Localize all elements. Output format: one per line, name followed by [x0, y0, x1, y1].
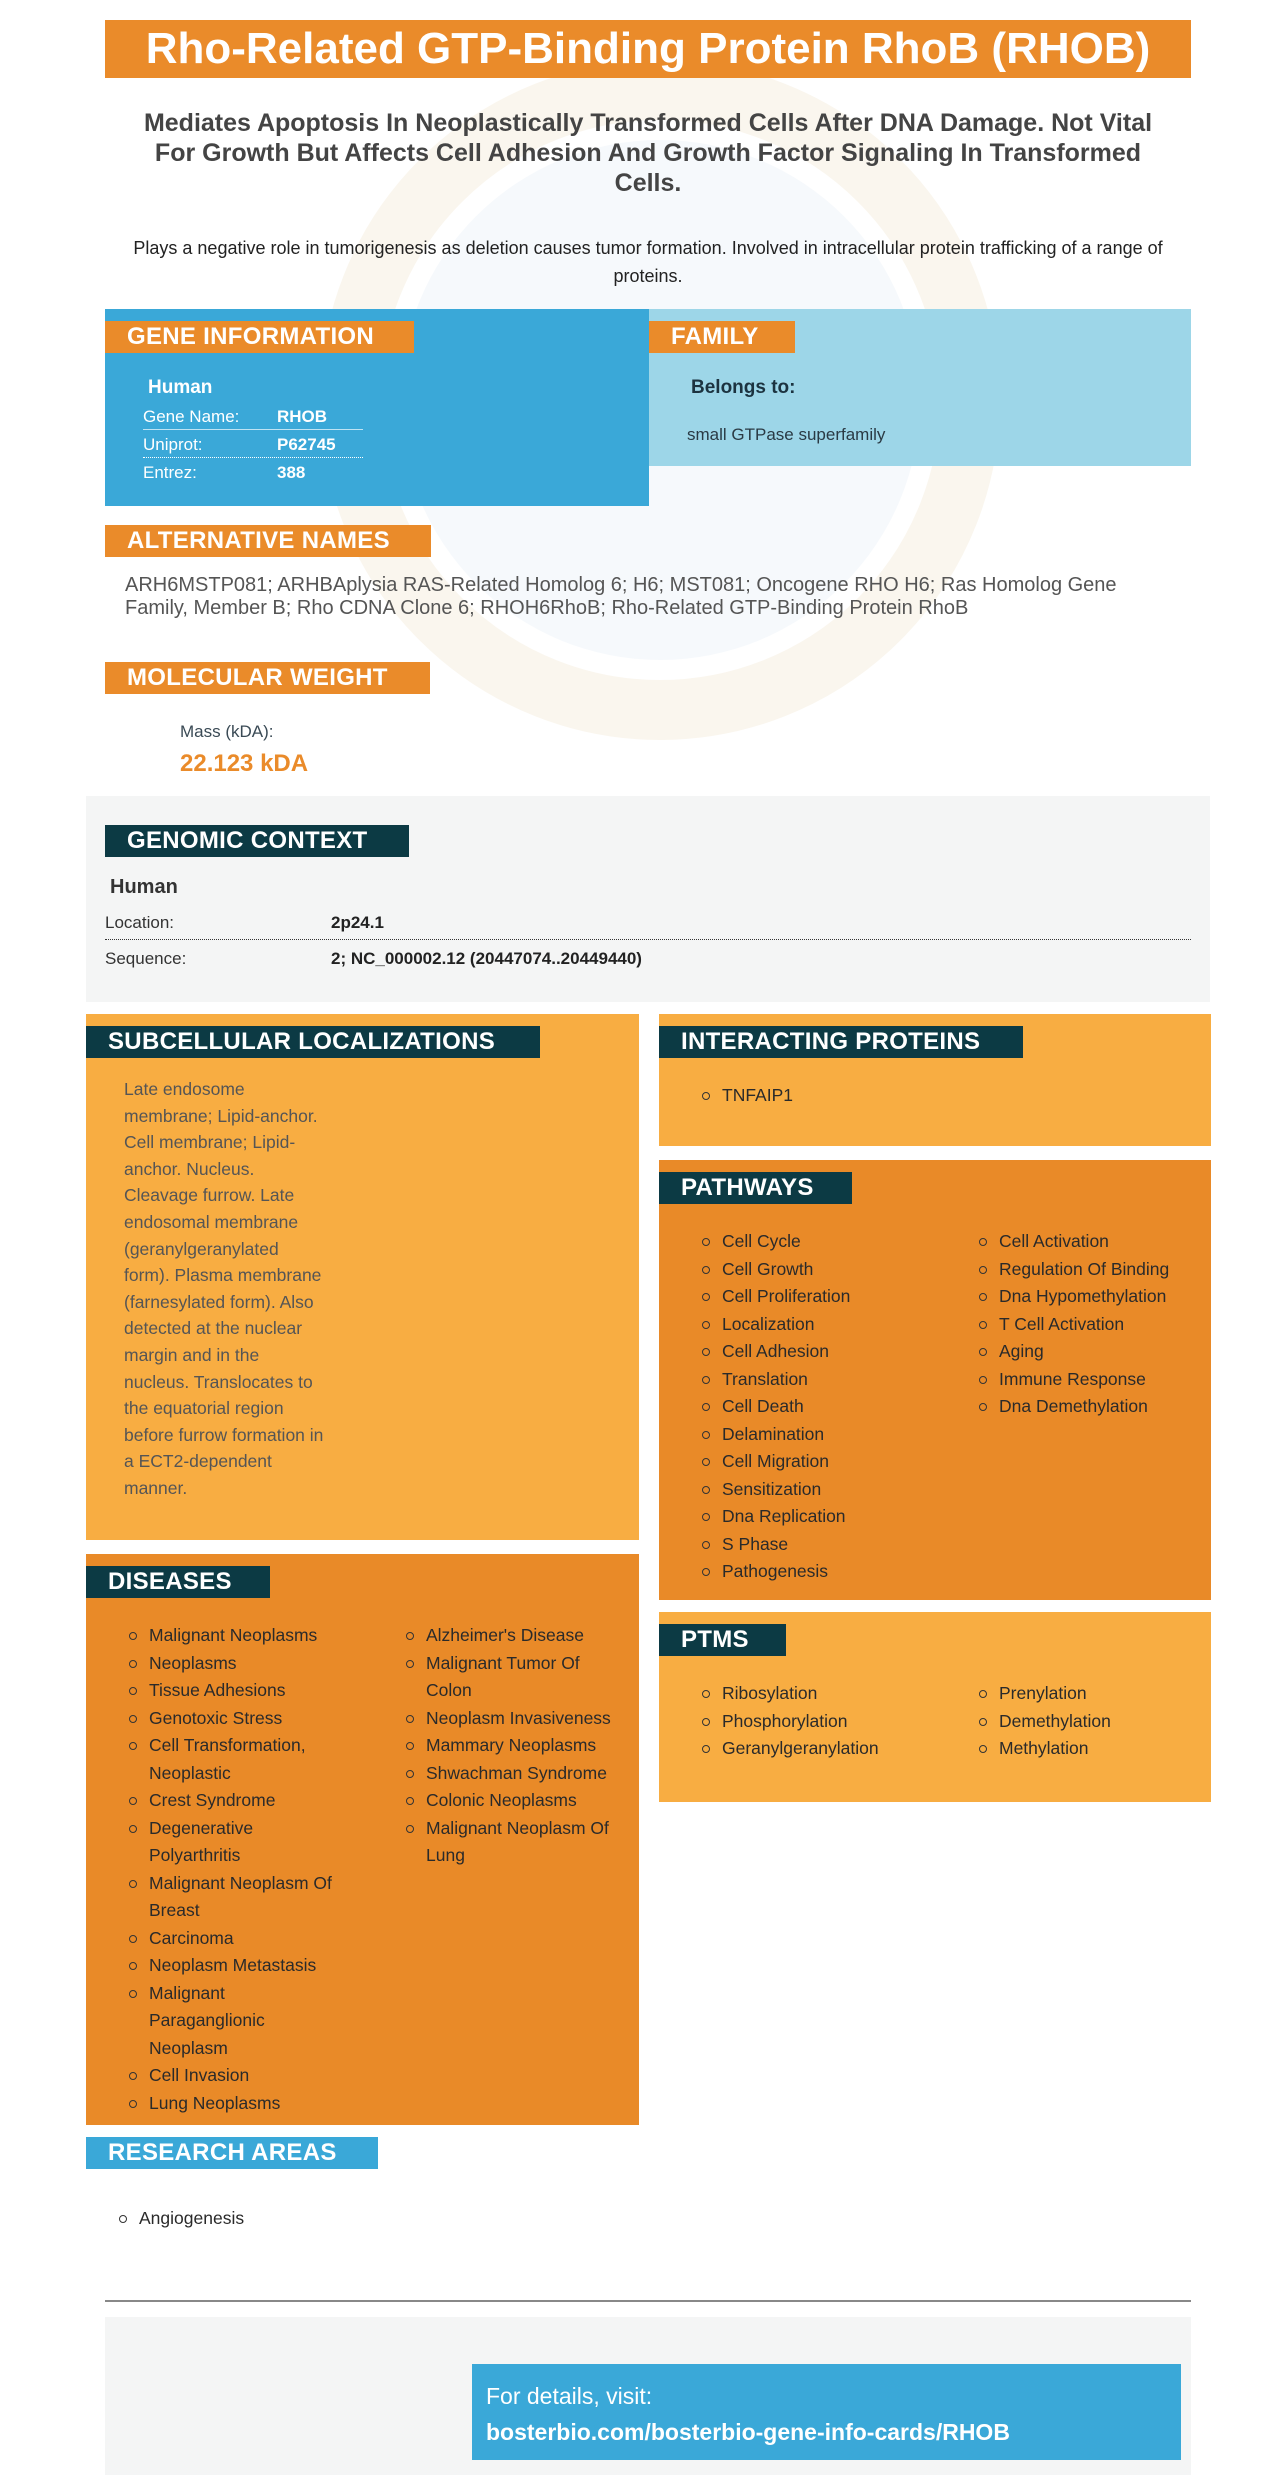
entrez-label: Entrez: — [143, 463, 197, 482]
interacting-proteins-panel — [659, 1014, 1211, 1146]
location-label: Location: — [105, 913, 174, 932]
ptms-list-col1 — [700, 1680, 879, 1763]
alternative-names-text: ARH6MSTP081; ARHBAplysia RAS-Related Homolog 6; H6; MST081; Oncogene RHO H6; Ras Homolog Gene Family, Member B; Rho CDNA Clone 6; RHOH6RhoB; Rho-Related GTP-Binding Protein RhoB — [125, 574, 1117, 619]
location-value: 2p24.1 — [331, 913, 384, 932]
list-item: Crest Syndrome — [127, 1787, 347, 1815]
diseases-list-col1 — [127, 1622, 347, 2117]
research-areas-list — [117, 2205, 244, 2233]
list-item: Pathogenesis — [700, 1558, 850, 1586]
subcellular-line: Cleavage furrow. Late — [124, 1185, 295, 1206]
page-title: Rho-Related GTP-Binding Protein RhoB (RHOB) — [105, 20, 1191, 78]
list-item: Phosphorylation — [700, 1708, 879, 1736]
family-panel — [649, 309, 1191, 466]
list-item: TNFAIP1 — [700, 1082, 793, 1110]
list-item: Tissue Adhesions — [127, 1677, 347, 1705]
subcellular-line: endosomal membrane — [124, 1211, 299, 1232]
genomic-row-divider — [105, 939, 1191, 940]
list-item: Malignant Tumor Of Colon — [404, 1650, 634, 1705]
page-subtitle: Mediates Apoptosis In Neoplastically Transformed Cells After DNA Damage. Not Vital For Growth But Affects Cell Adhesion And Growth Factor Signaling In Transformed Cells. — [143, 109, 1153, 197]
details-link-box[interactable] — [472, 2364, 1181, 2460]
list-item: Dna Hypomethylation — [977, 1283, 1169, 1311]
subcellular-line: (geranylgeranylated — [124, 1238, 279, 1259]
interacting-proteins-list — [700, 1082, 793, 1110]
list-item: Cell Growth — [700, 1256, 850, 1284]
subcellular-line: Cell membrane; Lipid- — [124, 1132, 296, 1153]
list-item: Neoplasm Metastasis — [127, 1952, 347, 1980]
subcellular-line: anchor. Nucleus. — [124, 1158, 255, 1179]
list-item: Sensitization — [700, 1476, 850, 1504]
gene-name-label: Gene Name: — [143, 407, 240, 426]
diseases-heading: DISEASES — [86, 1566, 270, 1598]
list-item: Prenylation — [977, 1680, 1111, 1708]
function-summary: Plays a negative role in tumorigenesis as deletion causes tumor formation. Involved in intracellular protein trafficking of a range of proteins. — [133, 238, 1163, 286]
list-item: Malignant Neoplasm Of Breast — [127, 1870, 347, 1925]
list-item: T Cell Activation — [977, 1311, 1169, 1339]
list-item: Cell Activation — [977, 1228, 1169, 1256]
list-item: Cell Cycle — [700, 1228, 850, 1256]
molecular-weight-heading: MOLECULAR WEIGHT — [105, 662, 430, 694]
subcellular-line: manner. — [124, 1477, 188, 1498]
list-item: Mammary Neoplasms — [404, 1732, 634, 1760]
subcellular-line: before furrow formation in — [124, 1424, 324, 1445]
list-item: Dna Demethylation — [977, 1393, 1169, 1421]
gene-information-panel — [105, 309, 649, 506]
ptms-panel — [659, 1612, 1211, 1802]
list-item: Malignant Paraganglionic Neoplasm — [127, 1980, 347, 2063]
list-item: Carcinoma — [127, 1925, 347, 1953]
list-item: Cell Adhesion — [700, 1338, 850, 1366]
list-item: Alzheimer's Disease — [404, 1622, 634, 1650]
gene-name-value: RHOB — [277, 407, 328, 426]
details-label: For details, visit: — [486, 2383, 653, 2409]
family-belongs-label: Belongs to: — [691, 377, 796, 398]
list-item: S Phase — [700, 1531, 850, 1559]
alternative-names-heading: ALTERNATIVE NAMES — [105, 525, 431, 557]
ptms-list-col2 — [977, 1680, 1111, 1763]
footer-divider — [105, 2300, 1191, 2302]
list-item: Malignant Neoplasms — [127, 1622, 347, 1650]
list-item: Immune Response — [977, 1366, 1169, 1394]
list-item: Cell Death — [700, 1393, 850, 1421]
subcellular-heading: SUBCELLULAR LOCALIZATIONS — [86, 1026, 540, 1058]
list-item: Cell Transformation, Neoplastic — [127, 1732, 347, 1787]
list-item: Shwachman Syndrome — [404, 1760, 634, 1788]
uniprot-value: P62745 — [277, 435, 336, 454]
details-url-link[interactable]: bosterbio.com/bosterbio-gene-info-cards/RHOB — [486, 2419, 1010, 2445]
family-value: small GTPase superfamily — [687, 425, 886, 444]
uniprot-label: Uniprot: — [143, 435, 203, 454]
list-item: Neoplasm Invasiveness — [404, 1705, 634, 1733]
subcellular-line: margin and in the — [124, 1344, 260, 1365]
pathways-panel — [659, 1160, 1211, 1600]
ptms-heading: PTMS — [659, 1624, 786, 1656]
subcellular-line: nucleus. Translocates to — [124, 1371, 313, 1392]
list-item: Malignant Neoplasm Of Lung — [404, 1815, 634, 1870]
list-item: Lung Neoplasms — [127, 2090, 347, 2118]
sequence-value: 2; NC_000002.12 (20447074..20449440) — [331, 949, 642, 968]
list-item: Geranylgeranylation — [700, 1735, 879, 1763]
genomic-context-heading: GENOMIC CONTEXT — [105, 825, 409, 857]
subcellular-line: Late endosome — [124, 1079, 245, 1099]
subcellular-line: a ECT2-dependent — [124, 1451, 272, 1472]
sequence-label: Sequence: — [105, 949, 187, 968]
subcellular-line: detected at the nuclear — [124, 1318, 303, 1339]
interacting-proteins-heading: INTERACTING PROTEINS — [659, 1026, 1023, 1058]
mass-label: Mass (kDA): — [180, 722, 274, 741]
subcellular-text — [124, 1076, 323, 1502]
subcellular-panel — [86, 1014, 639, 1540]
pathways-heading: PATHWAYS — [659, 1172, 852, 1204]
list-item: Aging — [977, 1338, 1169, 1366]
list-item: Degenerative Polyarthritis — [127, 1815, 347, 1870]
list-item: Methylation — [977, 1735, 1111, 1763]
family-heading: FAMILY — [649, 321, 795, 353]
list-item: Angiogenesis — [117, 2205, 244, 2233]
gene-information-heading: GENE INFORMATION — [105, 321, 414, 353]
list-item: Cell Migration — [700, 1448, 850, 1476]
genomic-species: Human — [110, 876, 178, 898]
diseases-list-col2 — [404, 1622, 634, 1870]
mass-value: 22.123 kDA — [180, 750, 309, 777]
list-item: Regulation Of Binding — [977, 1256, 1169, 1284]
subcellular-line: (farnesylated form). Also — [124, 1291, 314, 1312]
list-item: Genotoxic Stress — [127, 1705, 347, 1733]
list-item: Cell Proliferation — [700, 1283, 850, 1311]
pathways-list-col1 — [700, 1228, 850, 1586]
list-item: Translation — [700, 1366, 850, 1394]
list-item: Neoplasms — [127, 1650, 347, 1678]
list-item: Dna Replication — [700, 1503, 850, 1531]
pathways-list-col2 — [977, 1228, 1169, 1421]
list-item: Delamination — [700, 1421, 850, 1449]
entrez-value: 388 — [277, 463, 306, 482]
list-item: Demethylation — [977, 1708, 1111, 1736]
subcellular-line: membrane; Lipid-anchor. — [124, 1105, 318, 1126]
list-item: Localization — [700, 1311, 850, 1339]
research-areas-heading: RESEARCH AREAS — [86, 2137, 378, 2169]
subcellular-line: the equatorial region — [124, 1398, 284, 1419]
genomic-context-panel — [86, 796, 1210, 1002]
subcellular-line: form). Plasma membrane — [124, 1265, 322, 1286]
list-item: Colonic Neoplasms — [404, 1787, 634, 1815]
gene-species: Human — [148, 377, 213, 398]
diseases-panel — [86, 1554, 639, 2125]
gene-row-divider — [143, 457, 363, 458]
gene-row-divider — [143, 429, 363, 430]
list-item: Ribosylation — [700, 1680, 879, 1708]
list-item: Cell Invasion — [127, 2062, 347, 2090]
